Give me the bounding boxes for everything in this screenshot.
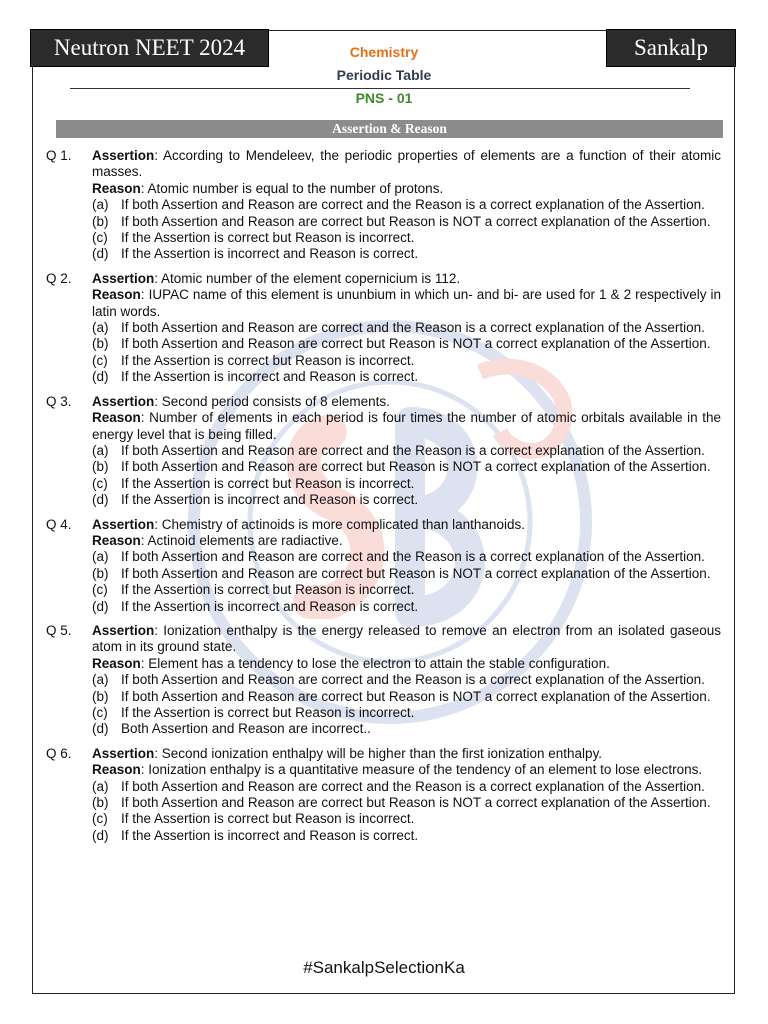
reason-text: : Ionization enthalpy is a quantitative measure of the tendency of an element to lose electrons. (140, 762, 703, 778)
option-c (92, 230, 721, 246)
option-letter: (a) (92, 320, 109, 336)
option-letter: (d) (92, 246, 109, 262)
option-text: If the Assertion is correct but Reason is incorrect. (121, 230, 415, 246)
option-text: If both Assertion and Reason are correct but Reason is NOT a correct explanation of the Assertion. (121, 795, 711, 811)
assertion-statement (92, 517, 721, 533)
assertion-text: : Atomic number of the element copernicium is 112. (154, 270, 461, 286)
option-letter: (c) (92, 705, 108, 720)
option-letter: (a) (92, 442, 109, 458)
assertion-label: Assertion (92, 270, 155, 286)
option-text: If both Assertion and Reason are correct and the Reason is a correct explanation of the Assertion. (121, 320, 705, 336)
question-item (46, 746, 721, 844)
option-text: Both Assertion and Reason are incorrect.. (121, 721, 371, 737)
worksheet-code: PNS - 01 (355, 90, 413, 106)
section-title-bar: Assertion & Reason (56, 120, 723, 138)
option-text: If both Assertion and Reason are correct and the Reason is a correct explanation of the Assertion. (121, 442, 705, 458)
reason-statement (92, 656, 721, 672)
option-a (92, 320, 721, 336)
option-a (92, 443, 721, 459)
assertion-statement (92, 746, 721, 762)
assertion-label: Assertion (92, 148, 155, 163)
option-text: If the Assertion is incorrect and Reason is correct. (121, 598, 419, 614)
option-text: If both Assertion and Reason are correct and the Reason is a correct explanation of the Assertion. (121, 549, 705, 565)
option-letter: (c) (92, 230, 108, 246)
option-letter: (c) (92, 352, 108, 368)
option-text: If both Assertion and Reason are correct but Reason is NOT a correct explanation of the Assertion. (121, 459, 711, 475)
option-letter: (d) (92, 369, 109, 385)
option-c (92, 476, 721, 492)
option-c (92, 811, 721, 827)
option-a (92, 672, 721, 688)
reason-text: : Number of elements in each period is four times the number of atomic orbitals available in the energy level that is being filled. (92, 410, 721, 442)
option-b (92, 689, 721, 705)
option-text: If the Assertion is correct but Reason is incorrect. (121, 705, 415, 720)
option-letter: (c) (92, 811, 108, 827)
reason-label: Reason (92, 655, 141, 671)
assertion-label: Assertion (92, 622, 155, 638)
option-text: If the Assertion is incorrect and Reason is correct. (121, 492, 419, 508)
reason-label: Reason (92, 180, 141, 196)
option-b (92, 795, 721, 811)
reason-statement (92, 533, 721, 549)
question-number: Q 1. (46, 148, 72, 163)
option-d (92, 369, 721, 385)
assertion-text: : Second ionization enthalpy will be higher than the first ionization enthalpy. (154, 745, 603, 761)
subject-heading: Chemistry (349, 44, 419, 60)
brand-title-box: Sankalp (606, 29, 736, 67)
reason-statement (92, 181, 721, 197)
option-letter: (d) (92, 598, 109, 614)
option-d (92, 721, 721, 737)
option-text: If both Assertion and Reason are correct but Reason is NOT a correct explanation of the Assertion. (121, 336, 711, 352)
question-number: Q 3. (46, 393, 72, 409)
option-letter: (b) (92, 459, 109, 475)
option-text: If the Assertion is correct but Reason is incorrect. (121, 811, 415, 827)
option-letter: (d) (92, 721, 109, 737)
option-b (92, 214, 721, 230)
question-item (46, 623, 721, 738)
reason-statement (92, 410, 721, 443)
question-item (46, 394, 721, 509)
option-c (92, 582, 721, 598)
option-text: If the Assertion is correct but Reason is incorrect. (121, 582, 415, 598)
option-text: If both Assertion and Reason are correct but Reason is NOT a correct explanation of the Assertion. (121, 688, 711, 704)
option-text: If both Assertion and Reason are correct but Reason is NOT a correct explanation of the Assertion. (121, 213, 711, 229)
option-letter: (b) (92, 795, 109, 811)
question-number: Q 4. (46, 516, 72, 532)
option-b (92, 336, 721, 352)
question-number: Q 2. (46, 270, 72, 286)
assertion-statement (92, 623, 721, 656)
reason-text: : Atomic number is equal to the number of protons. (140, 180, 444, 196)
option-letter: (b) (92, 213, 109, 229)
assertion-label: Assertion (92, 745, 155, 761)
reason-text: : IUPAC name of this element is ununbium in which un- and bi- are used for 1 & 2 respectively in latin words. (92, 287, 721, 319)
option-c (92, 353, 721, 369)
option-text: If both Assertion and Reason are correct and the Reason is a correct explanation of the Assertion. (121, 672, 705, 688)
option-text: If both Assertion and Reason are correct and the Reason is a correct explanation of the Assertion. (121, 778, 705, 794)
question-item (46, 148, 721, 263)
option-letter: (d) (92, 827, 109, 843)
option-a (92, 779, 721, 795)
reason-label: Reason (92, 287, 141, 303)
option-letter: (c) (92, 582, 108, 598)
option-letter: (a) (92, 197, 109, 213)
option-d (92, 599, 721, 615)
question-item (46, 271, 721, 386)
reason-statement (92, 762, 721, 778)
option-d (92, 246, 721, 262)
option-d (92, 492, 721, 508)
assertion-text: : Chemistry of actinoids is more complicated than lanthanoids. (154, 516, 525, 532)
option-letter: (a) (92, 672, 109, 688)
question-item (46, 517, 721, 615)
question-list (46, 148, 721, 852)
option-letter: (b) (92, 688, 109, 704)
option-a (92, 197, 721, 213)
reason-label: Reason (92, 410, 141, 426)
option-text: If the Assertion is incorrect and Reason is correct. (121, 246, 419, 262)
assertion-statement (92, 394, 721, 410)
option-b (92, 459, 721, 475)
reason-label: Reason (92, 762, 141, 778)
option-text: If both Assertion and Reason are correct but Reason is NOT a correct explanation of the Assertion. (121, 565, 711, 581)
assertion-statement (92, 271, 721, 287)
assertion-label: Assertion (92, 516, 155, 532)
option-a (92, 549, 721, 565)
option-b (92, 566, 721, 582)
header-divider (70, 88, 690, 89)
option-d (92, 828, 721, 844)
option-text: If the Assertion is incorrect and Reason is correct. (121, 827, 419, 843)
option-letter: (d) (92, 492, 109, 508)
option-letter: (b) (92, 336, 109, 352)
assertion-statement (92, 148, 721, 181)
option-c (92, 705, 721, 721)
option-text: If the Assertion is correct but Reason is incorrect. (121, 475, 415, 491)
reason-text: : Element has a tendency to lose the electron to attain the stable configuration. (140, 655, 610, 671)
question-number: Q 6. (46, 745, 72, 761)
topic-heading: Periodic Table (336, 67, 432, 83)
reason-statement (92, 287, 721, 320)
reason-label: Reason (92, 532, 141, 548)
option-letter: (b) (92, 565, 109, 581)
reason-text: : Actinoid elements are radiactive. (140, 532, 343, 548)
course-title-box: Neutron NEET 2024 (30, 29, 269, 67)
option-letter: (a) (92, 778, 109, 794)
option-text: If both Assertion and Reason are correct and the Reason is a correct explanation of the Assertion. (121, 197, 705, 213)
option-text: If the Assertion is incorrect and Reason is correct. (121, 369, 419, 385)
option-text: If the Assertion is correct but Reason is incorrect. (121, 352, 415, 368)
assertion-text: : According to Mendeleev, the periodic properties of elements are a function of their atomic masses. (92, 148, 721, 180)
assertion-label: Assertion (92, 393, 155, 409)
assertion-text: : Second period consists of 8 elements. (154, 393, 390, 409)
question-number: Q 5. (46, 622, 72, 638)
option-letter: (a) (92, 549, 109, 565)
footer-hashtag: #SankalpSelectionKa (303, 958, 465, 977)
assertion-text: : Ionization enthalpy is the energy released to remove an electron from an isolated gaseous atom in its ground state. (92, 622, 721, 655)
option-letter: (c) (92, 475, 108, 491)
